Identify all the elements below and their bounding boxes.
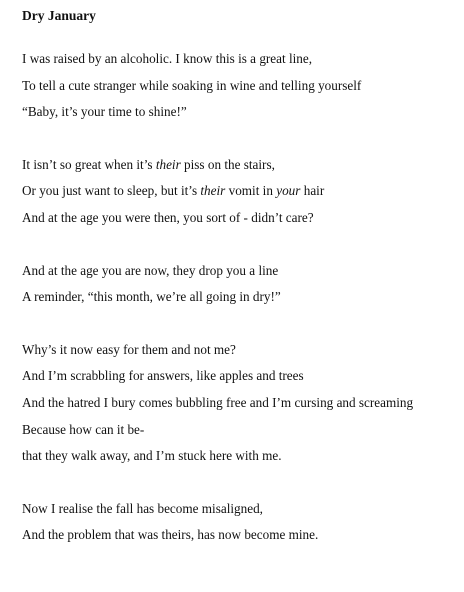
- poem-title: Dry January: [22, 8, 96, 23]
- line-text: And the problem that was theirs, has now become mine.: [22, 527, 319, 543]
- line-text: To tell a cute stranger while soaking in wine and telling yourself: [22, 77, 362, 93]
- line-text: A reminder, “this month, we’re all going in dry!”: [22, 289, 281, 305]
- stanza: [22, 496, 458, 549]
- poem-line: [22, 152, 458, 179]
- poem-document: [22, 6, 458, 575]
- line-text: It isn’t so great when it’s: [22, 156, 156, 172]
- line-text: Why’s it now easy for them and not me?: [22, 341, 236, 357]
- line-text: “Baby, it’s your time to shine!”: [22, 104, 187, 120]
- poem-line: [22, 205, 458, 232]
- line-text: Or you just want to sleep, but it’s: [22, 183, 201, 199]
- poem-line: [22, 178, 458, 205]
- poem-body: [22, 46, 458, 549]
- poem-line: [22, 46, 458, 73]
- line-text: And at the age you are now, they drop you a line: [22, 262, 279, 278]
- stanza: [22, 337, 458, 470]
- poem-line: [22, 258, 458, 285]
- poem-line: [22, 363, 458, 390]
- line-text: I was raised by an alcoholic. I know this is a great line,: [22, 51, 313, 66]
- stanza: [22, 258, 458, 311]
- line-text: that they walk away, and I’m stuck here with me.: [22, 448, 282, 464]
- poem-line: [22, 284, 458, 311]
- poem-line: [22, 390, 458, 417]
- emphasized-word: their: [155, 156, 181, 172]
- poem-line: [22, 73, 458, 100]
- poem-line: [22, 443, 458, 470]
- stanza: [22, 46, 458, 126]
- line-text: And the hatred I bury comes bubbling free and I’m cursing and screaming: [22, 394, 414, 410]
- poem-line: [22, 522, 458, 549]
- poem-line: [22, 496, 458, 523]
- line-text: hair: [300, 183, 325, 199]
- line-text: And at the age you were then, you sort of - didn’t care?: [22, 209, 314, 225]
- poem-line: [22, 99, 458, 126]
- line-text: piss on the stairs,: [180, 156, 275, 172]
- stanza: [22, 152, 458, 232]
- line-text: Now I realise the fall has become misaligned,: [22, 500, 263, 516]
- poem-line: [22, 417, 458, 444]
- emphasized-word: your: [276, 183, 301, 199]
- line-text: vomit in: [225, 183, 277, 199]
- line-text: Because how can it be-: [22, 421, 145, 437]
- line-text: And I’m scrabbling for answers, like apples and trees: [22, 368, 304, 384]
- poem-line: [22, 337, 458, 364]
- emphasized-word: their: [200, 183, 226, 199]
